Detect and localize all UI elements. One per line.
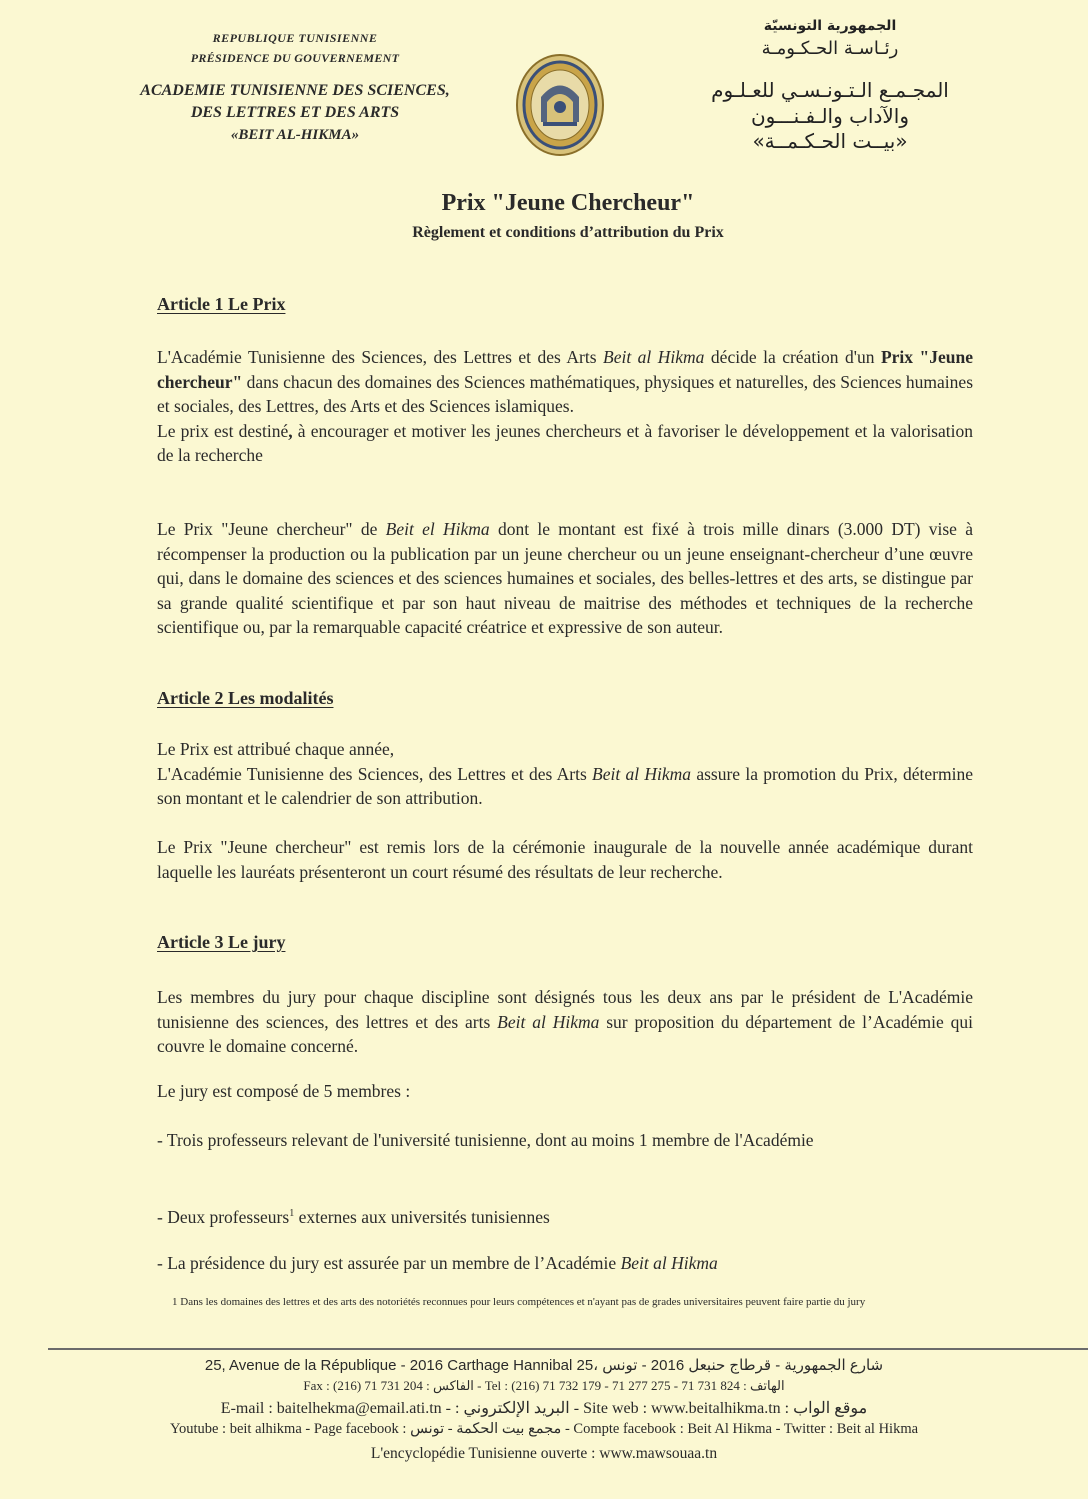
header-republique: REPUBLIQUE TUNISIENNE bbox=[212, 31, 378, 45]
article1-paragraph2 bbox=[157, 517, 973, 640]
text-run: dont le montant est fixé à trois mille dinars (3.000 DT) vise à récompenser la production ou la publication par un jeune chercheur ou un jeune enseignant-chercheur d’une œuvre qui, dans le domaine des sciences et des sciences humaines et sociales, des belles-lettres et des arts, se distingue par sa grande qualité scientifique et par son haut niveau de maitrise des méthodes et techniques de la recherche scientifique ou, par la remarquable capacité créatrice et expressive de son auteur. bbox=[157, 519, 973, 637]
footnote: 1 Dans les domaines des lettres et des arts des notoriétés reconnues pour leurs compétences et n'ayant pas de grades universitaires peuvent faire partie du jury bbox=[172, 1296, 866, 1308]
academy-emblem-icon bbox=[515, 52, 605, 158]
page-subtitle: Règlement et conditions d’attribution du Prix bbox=[412, 224, 724, 241]
header-left-block bbox=[110, 28, 480, 146]
text-run: Le Prix "Jeune chercheur" de bbox=[157, 519, 386, 539]
footer-phone-fax: Fax : (216) 71 731 204 : الفاكس - Tel : (216) 71 732 179 - 71 277 275 - 71 731 824 : الهاتف bbox=[303, 1378, 785, 1393]
header-ar-beit-al-hikma: «بيــت الحـكـمــة» bbox=[752, 129, 908, 153]
text-run-italic: Beit el Hikma bbox=[385, 519, 490, 539]
header-ar-presidence: رئـاسـة الحـكـومـة bbox=[761, 38, 899, 59]
text-run: - Deux professeurs bbox=[157, 1206, 290, 1227]
jury-list-item-2 bbox=[157, 1202, 973, 1229]
article1-heading: Article 1 Le Prix bbox=[157, 294, 286, 314]
article2-heading: Article 2 Les modalités bbox=[157, 688, 334, 708]
header-beit-al-hikma: «BEIT AL-HIKMA» bbox=[230, 127, 360, 143]
footer-email-website: E-mail : baitelhekma@email.ati.tn - : البريد الإلكتروني - Site web : www.beitalhikma.tn : موقع الواب bbox=[220, 1400, 868, 1417]
page-title: Prix "Jeune Chercheur" bbox=[441, 190, 695, 216]
footer-divider bbox=[48, 1348, 1088, 1350]
text-run: externes aux universités tunisiennes bbox=[294, 1206, 550, 1227]
text-run: Le Prix est attribué chaque année, bbox=[157, 739, 395, 759]
jury-list-item-1: - Trois professeurs relevant de l'université tunisienne, dont au moins 1 membre de l'Académie bbox=[157, 1130, 814, 1150]
article3-paragraph2: Le jury est composé de 5 membres : bbox=[157, 1081, 411, 1101]
text-run: Les membres du jury pour chaque discipline sont désignés tous les deux ans par le président de L'Académie tunisienne des sciences, des lettres et des arts bbox=[157, 987, 973, 1032]
header-academie: ACADEMIE TUNISIENNE DES SCIENCES, bbox=[140, 82, 450, 99]
text-run: décide la création d'un bbox=[704, 347, 881, 367]
text-run-bold: Prix "Jeune chercheur" bbox=[157, 347, 973, 392]
article2-paragraph2: Le Prix "Jeune chercheur" est remis lors de la cérémonie inaugurale de la nouvelle année académique durant laquelle les lauréats présenteront un court résumé des résultats de leur recherche. bbox=[157, 837, 973, 882]
text-run-italic: Beit al Hikma bbox=[603, 347, 705, 367]
text-run-italic: Beit al Hikma bbox=[497, 1011, 600, 1032]
footer-encyclopedia: L'encyclopédie Tunisienne ouverte : www.mawsouaa.tn bbox=[370, 1445, 718, 1462]
text-run: assure la promotion du Prix, détermine son montant et le calendrier de son attribution. bbox=[157, 763, 973, 808]
text-run: à encourager et motiver les jeunes chercheurs et à favoriser le développement et la valorisation de la recherche bbox=[157, 420, 973, 465]
jury-list-item-3 bbox=[157, 1251, 973, 1276]
header-ar-lettres-arts: والآداب والـفـنـــون bbox=[750, 104, 910, 128]
article2-paragraph1 bbox=[157, 737, 973, 811]
header-ar-academie: المجـمـع الـتـونـسـي للعـلـوم bbox=[711, 78, 949, 102]
header-ar-republique: الجمهورية التونسيّة bbox=[763, 18, 897, 34]
article3-paragraph1 bbox=[157, 985, 973, 1059]
text-run: Le prix est destiné bbox=[157, 420, 289, 441]
header-right-block bbox=[690, 16, 970, 154]
article3-heading: Article 3 Le jury bbox=[157, 932, 286, 952]
article1-paragraph1 bbox=[157, 345, 973, 468]
footer-social: Youtube : beit alhikma - Page facebook : مجمع بيت الحكمة - تونس - Compte facebook : Beit Al Hikma - Twitter : Beit al Hikma bbox=[169, 1421, 919, 1437]
text-run: sur proposition du département de l’Académie qui couvre le domaine concerné. bbox=[157, 1011, 974, 1056]
header-presidence: PRÉSIDENCE DU GOUVERNEMENT bbox=[190, 51, 400, 65]
footnote-marker: 1 bbox=[289, 1208, 295, 1219]
text-run: L'Académie Tunisienne des Sciences, des Lettres et des Arts bbox=[157, 347, 603, 367]
header-lettres-arts: DES LETTRES ET DES ARTS bbox=[190, 104, 400, 121]
text-run: L'Académie Tunisienne des Sciences, des Lettres et des Arts bbox=[157, 763, 593, 784]
text-run-italic: Beit al Hikma bbox=[592, 763, 692, 784]
text-run: - La présidence du jury est assurée par un membre de l’Académie bbox=[157, 1253, 621, 1273]
text-run-italic: Beit al Hikma bbox=[620, 1253, 718, 1273]
text-run-bold: , bbox=[288, 420, 293, 441]
text-run: dans chacun des domaines des Sciences mathématiques, physiques et naturelles, des Sciences humaines et sociales, des Lettres, des Arts et des Sciences islamiques. bbox=[157, 371, 973, 416]
footer-address: 25, Avenue de la République - 2016 Carthage Hannibal 25، شارع الجمهورية - قرطاج حنبعل 2016 - تونس bbox=[204, 1357, 884, 1374]
